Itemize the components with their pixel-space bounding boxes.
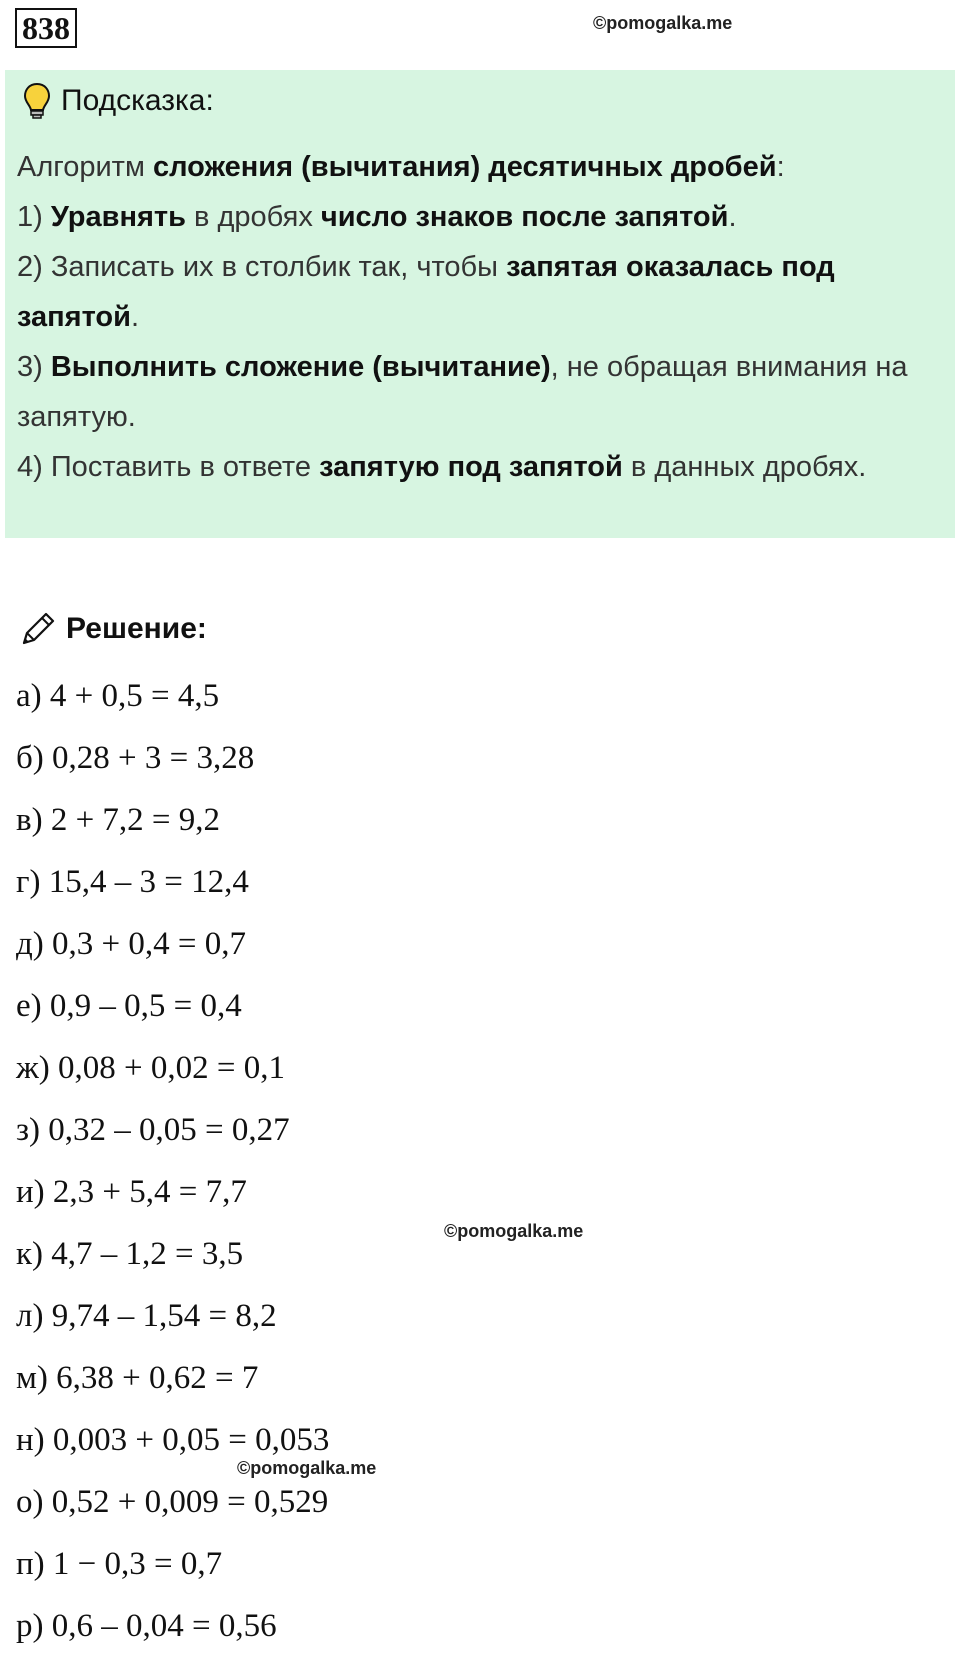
hint-step4-text: 4) Поставить в ответе <box>17 451 312 483</box>
solution-item: р) 0,6 – 0,04 = 0,56 <box>16 1608 277 1644</box>
hint-step1-end: . <box>728 201 737 233</box>
solution-item: е) 0,9 – 0,5 = 0,4 <box>16 988 242 1024</box>
hint-step-3 <box>17 342 937 442</box>
solution-list <box>16 665 329 1657</box>
problem-number: 838 <box>15 8 77 48</box>
solution-item: н) 0,003 + 0,05 = 0,053 <box>16 1422 330 1458</box>
solution-item: а) 4 + 0,5 = 4,5 <box>16 678 220 714</box>
hint-panel <box>5 70 955 538</box>
hint-step2-bold: запятая оказалась под запятой <box>17 251 835 333</box>
hint-step1-bold2: число знаков после запятой <box>320 201 729 233</box>
solution-item: к) 4,7 – 1,2 = 3,5 <box>16 1236 244 1272</box>
hint-step-4 <box>17 442 937 492</box>
lightbulb-icon <box>23 82 51 120</box>
solution-item: и) 2,3 + 5,4 = 7,7 <box>16 1174 247 1210</box>
solution-item: в) 2 + 7,2 = 9,2 <box>16 802 221 838</box>
solution-item: г) 15,4 – 3 = 12,4 <box>16 864 249 900</box>
hint-intro-line <box>17 142 937 192</box>
hint-step1-mid: в дробях <box>194 201 313 233</box>
hint-header <box>23 78 214 124</box>
hint-intro: Алгоритм <box>17 151 145 183</box>
solution-item: о) 0,52 + 0,009 = 0,529 <box>16 1484 329 1520</box>
hint-step3-bold: Выполнить сложение (вычитание) <box>50 351 551 383</box>
solution-header <box>18 604 207 654</box>
hint-step2-end: . <box>130 301 140 333</box>
solution-item: з) 0,32 – 0,05 = 0,27 <box>16 1112 290 1148</box>
solution-item: л) 9,74 – 1,54 = 8,2 <box>16 1298 277 1334</box>
watermark-lower: ©pomogalka.me <box>237 1458 377 1478</box>
solution-item: д) 0,3 + 0,4 = 0,7 <box>16 926 247 962</box>
hint-step4-bold: запятую под запятой <box>319 451 623 483</box>
hint-intro-end: : <box>776 151 785 183</box>
pencil-icon <box>18 609 58 649</box>
watermark-top: ©pomogalka.me <box>593 13 733 33</box>
solution-item: б) 0,28 + 3 = 3,28 <box>16 740 255 776</box>
hint-title: Подсказка: <box>61 84 214 117</box>
solution-item: п) 1 − 0,3 = 0,7 <box>16 1546 223 1582</box>
hint-step1-num: 1) <box>17 201 43 233</box>
hint-step-1 <box>17 192 937 242</box>
watermark-middle: ©pomogalka.me <box>444 1221 584 1241</box>
hint-step-2 <box>17 242 937 342</box>
solution-item: м) 6,38 + 0,62 = 7 <box>16 1360 259 1396</box>
hint-intro-bold: сложения (вычитания) десятичных дробей <box>152 151 777 183</box>
hint-step1-bold: Уравнять <box>50 201 186 233</box>
hint-step3-num: 3) <box>17 351 43 383</box>
hint-step2-text: 2) Записать их в столбик так, чтобы <box>17 251 499 283</box>
hint-step3-text: , не обращая внимания на запятую. <box>17 351 908 433</box>
solution-title: Решение: <box>66 612 207 645</box>
hint-body <box>17 142 937 492</box>
solution-item: ж) 0,08 + 0,02 = 0,1 <box>16 1050 286 1086</box>
hint-step4-end: в данных дробях. <box>630 451 867 483</box>
